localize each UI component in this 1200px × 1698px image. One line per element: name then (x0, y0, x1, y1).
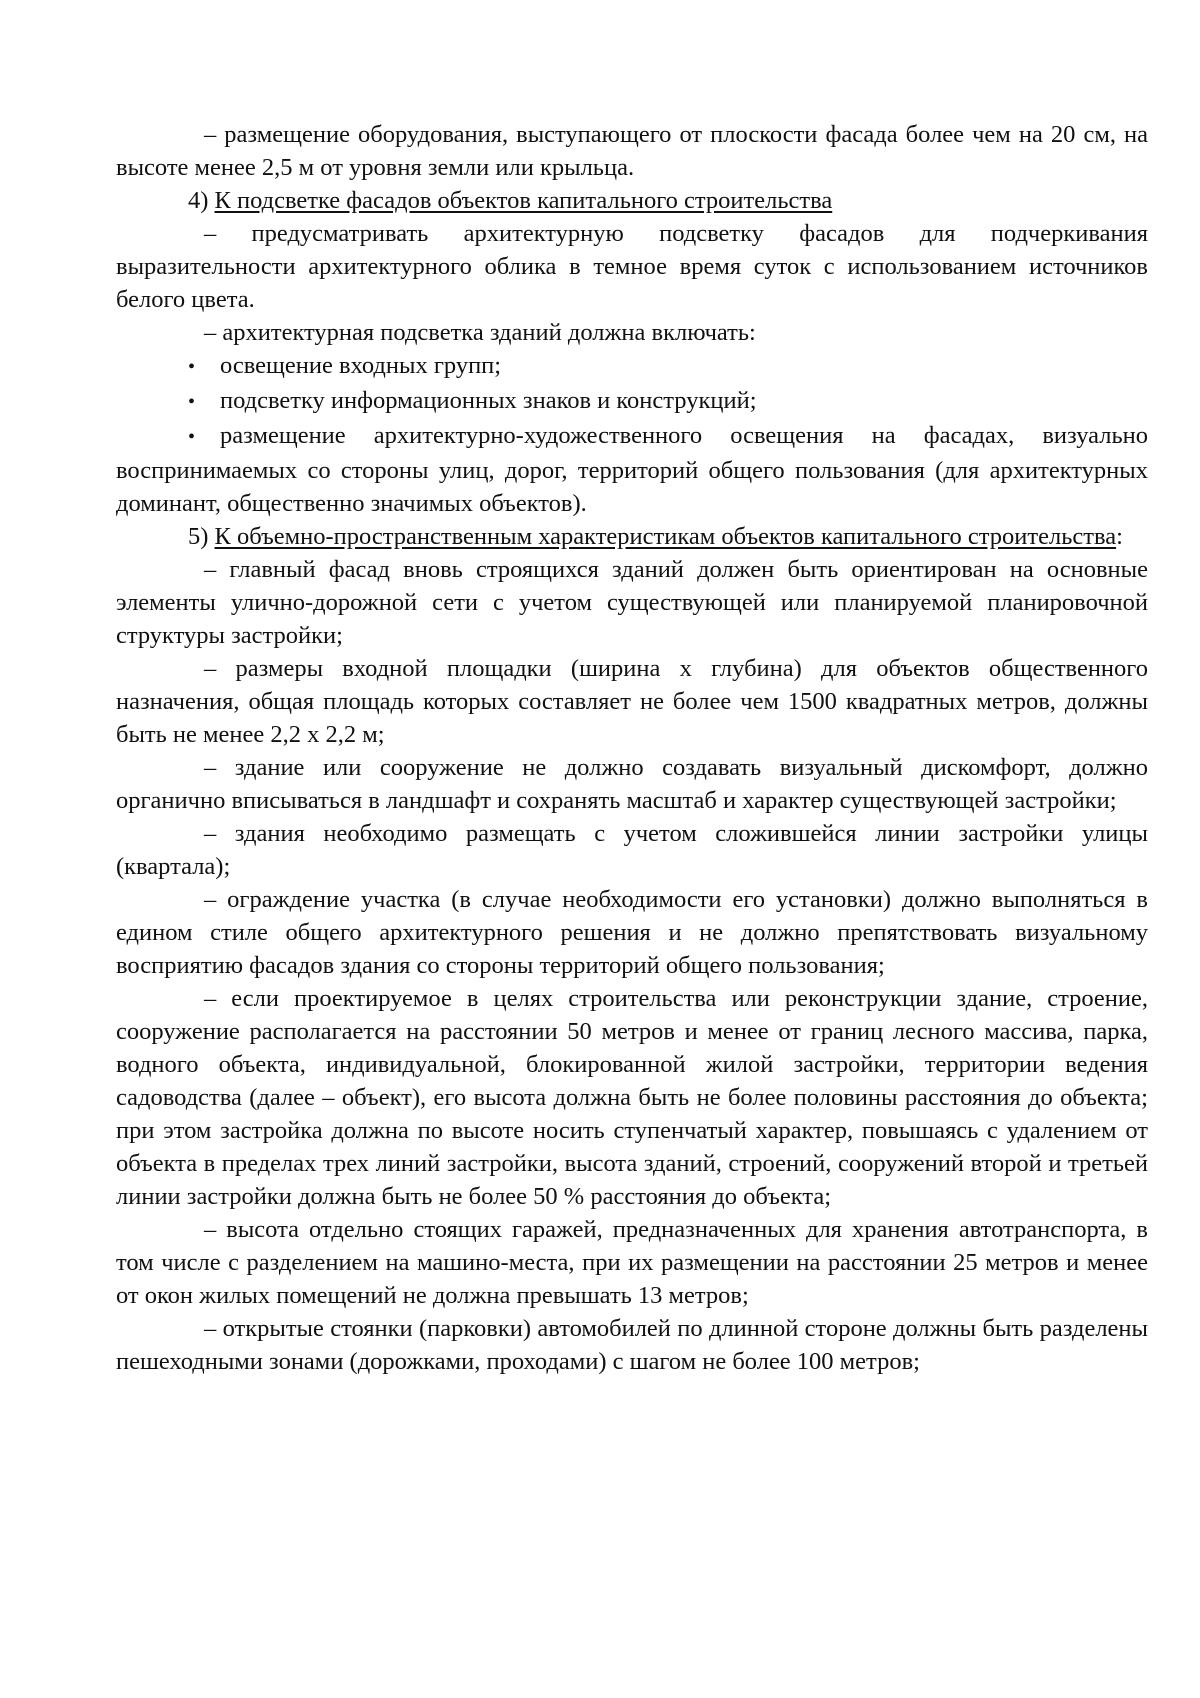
section-title-5-colon: : (1116, 523, 1123, 550)
section-number-4: 4) (188, 187, 215, 214)
paragraph-main-facade: – главный фасад вновь строящихся зданий должен быть ориентирован на основные элементы улично-дорожной сети с учетом существующей или планируемой планировочной структуры застройки; (116, 556, 1148, 649)
bullet-text: освещение входных групп; (220, 352, 502, 379)
paragraph-lighting-includes: – архитектурная подсветка зданий должна включать: (204, 319, 756, 346)
paragraph-building-line: – здания необходимо размещать с учетом сложившейся линии застройки улицы (квартала); (116, 820, 1148, 880)
paragraph-equipment-placement: – размещение оборудования, выступающего от плоскости фасада более чем на 20 см, на высоте менее 2,5 м от уровня земли или крыльца. (116, 121, 1148, 181)
bullet-text: размещение архитектурно-художественного освещения на фасадах, визуально воспринимаемых со стороны улиц, дорог, территорий общего пользования (для архитектурных доминант, общественно значимых объектов). (116, 422, 1148, 517)
bullet-item-facade-lighting (116, 419, 1148, 520)
section-heading-5 (116, 520, 1148, 553)
section-number-5: 5) (188, 523, 215, 550)
bullet-item-sign-lighting (116, 384, 1148, 419)
paragraph-visual-comfort: – здание или сооружение не должно создавать визуальный дискомфорт, должно органично вписываться в ландшафт и сохранять масштаб и характер существующей застройки; (116, 754, 1148, 814)
bullet-text: подсветку информационных знаков и конструкций; (220, 387, 757, 414)
paragraph-building-height: – если проектируемое в целях строительства или реконструкции здание, строение, сооружение располагается на расстоянии 50 метров и менее от границ лесного массива, парка, водного объекта, индивидуальной, блокированной жилой застройки, территории ведения садоводства (далее – объект), его высота должна быть не более половины расстояния до объекта; при этом застройка должна по высоте носить ступенчатый характер, повышаясь с удалением от объекта в пределах трех линий застройки, высота зданий, строений, сооружений второй и третьей линии застройки должна быть не более 50 % расстояния до объекта; (116, 985, 1148, 1210)
bullet-icon: • (188, 426, 196, 448)
paragraph-entrance-area: – размеры входной площадки (ширина х глубина) для объектов общественного назначения, общая площадь которых составляет не более чем 1500 квадратных метров, должны быть не менее 2,2 х 2,2 м; (116, 655, 1148, 748)
bullet-icon: • (188, 356, 196, 378)
section-title-5: К объемно-пространственным характеристикам объектов капитального строительства (214, 523, 1117, 550)
paragraph-garage-height: – высота отдельно стоящих гаражей, предназначенных для хранения автотранспорта, в том числе с разделением на машино-места, при их размещении на расстоянии 25 метров и менее от окон жилых помещений не должна превышать 13 метров; (116, 1216, 1148, 1309)
document-page (116, 118, 1148, 1378)
paragraph-lighting-provision: – предусматривать архитектурную подсветку фасадов для подчеркивания выразительности архитектурного облика в темное время суток с использованием источников белого цвета. (116, 220, 1148, 313)
paragraph-fencing: – ограждение участка (в случае необходимости его установки) должно выполняться в едином стиле общего архитектурного решения и не должно препятствовать визуальному восприятию фасадов здания со стороны территорий общего пользования; (116, 886, 1148, 979)
bullet-item-entrance-lighting (116, 349, 1148, 384)
section-title-4: К подсветке фасадов объектов капитального строительства (214, 187, 833, 214)
section-heading-4 (116, 184, 1148, 217)
paragraph-parking: – открытые стоянки (парковки) автомобилей по длинной стороне должны быть разделены пешеходными зонами (дорожками, проходами) с шагом не более 100 метров; (116, 1315, 1148, 1375)
bullet-icon: • (188, 391, 196, 413)
